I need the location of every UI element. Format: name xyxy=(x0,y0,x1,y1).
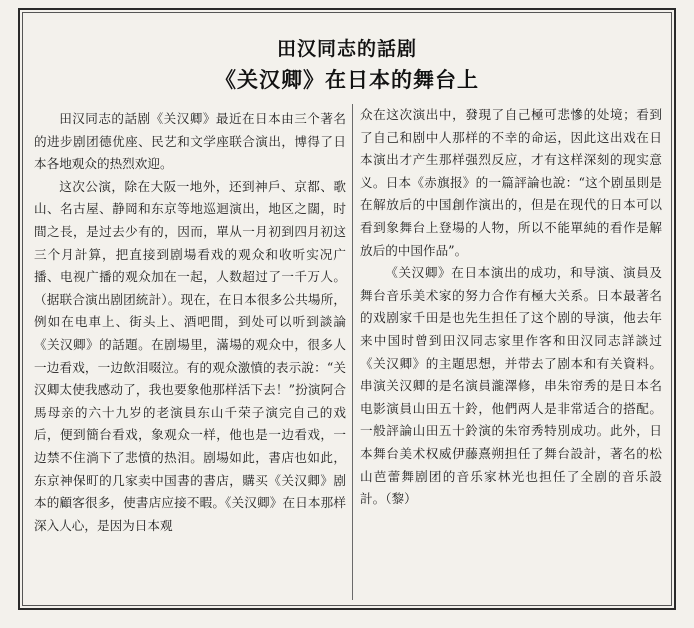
left-paragraph-1: 田汉同志的話剧《关汉卿》最近在日本由三个著名的进步剧团德优座、民艺和文学座联合演出，博得了日本各地观众的热烈欢迎。 xyxy=(34,111,346,172)
left-column xyxy=(34,108,346,537)
left-paragraph-2: 这次公演，除在大阪一地外，还到神戶、京都、歌山、名古屋、静岡和东京等地巡迴演出，地区之闊，时間之長，是过去少有的，因而，單从一月初到四月初这三个月計算，把直接到剧場看戏的观众和收听实况广播、电视广播的观众加在一起，人数超过了一千万人。（据联合演出剧团統計）。现在，在日本很多公共場所，例如在电車上、街头上、酒吧間，到处可以听到談論《关汉卿》的話題。在剧場里，滿場的观众中，很多人一边看戏，一边飲泪啜泣。有的观众激憤的表示說：“关汉卿太使我感动了，我也要象他那样活下去！”扮演阿合馬母亲的六十九岁的老演員东山千荣子演完自己的戏后，便到簡台看戏，象观众一样，他也是一边看戏，一边禁不住淌下了悲憤的热泪。剧場如此，書店也如此，东京神保町的几家卖中国書的書店，購买《关汉卿》剧本的顧客很多，使書店应接不暇。《关汉卿》在日本那样深入人心，是因为日本观 xyxy=(34,178,346,533)
column-divider xyxy=(352,104,353,600)
right-paragraph-1: 众在这次演出中，發現了自己極可悲慘的处境；看到了自己和剧中人那样的不幸的命运，因此这出戏在日本演出才产生那样强烈反应，才有这样深刻的现实意义。日本《赤旗报》的一篇評論也說：“这个剧虽則是在解放后的中国創作演出的，但是在现代的日本可以看到象舞台上登場的人物，所以不能單純的看作是解放后的中国作品”。 xyxy=(360,107,662,258)
right-column xyxy=(360,104,662,511)
right-paragraph-2: 《关汉卿》在日本演出的成功，和导演、演員及舞台音乐美术家的努力合作有極大关系。日本最著名的戏剧家千田是也先生担任了这个剧的导演，他去年来中国时曾到田汉同志家里作客和田汉同志詳談过《关汉卿》的主題思想，并带去了剧本和有关資料。串演关汉卿的是名演員瀧澤修，串朱帘秀的是日本名电影演員山田五十鈴，他們两人是非常适合的搭配。一般評論山田五十鈴演的朱帘秀特別成功。此外，日本舞台美术权威伊藤熹朔担任了舞台設計，著名的松山芭蕾舞剧团的音乐家林光也担任了全剧的音乐設計。（黎） xyxy=(360,265,662,507)
article-title: 田汉同志的話剧 xyxy=(276,38,417,60)
article-subtitle: 《关汉卿》在日本的舞台上 xyxy=(215,68,479,92)
